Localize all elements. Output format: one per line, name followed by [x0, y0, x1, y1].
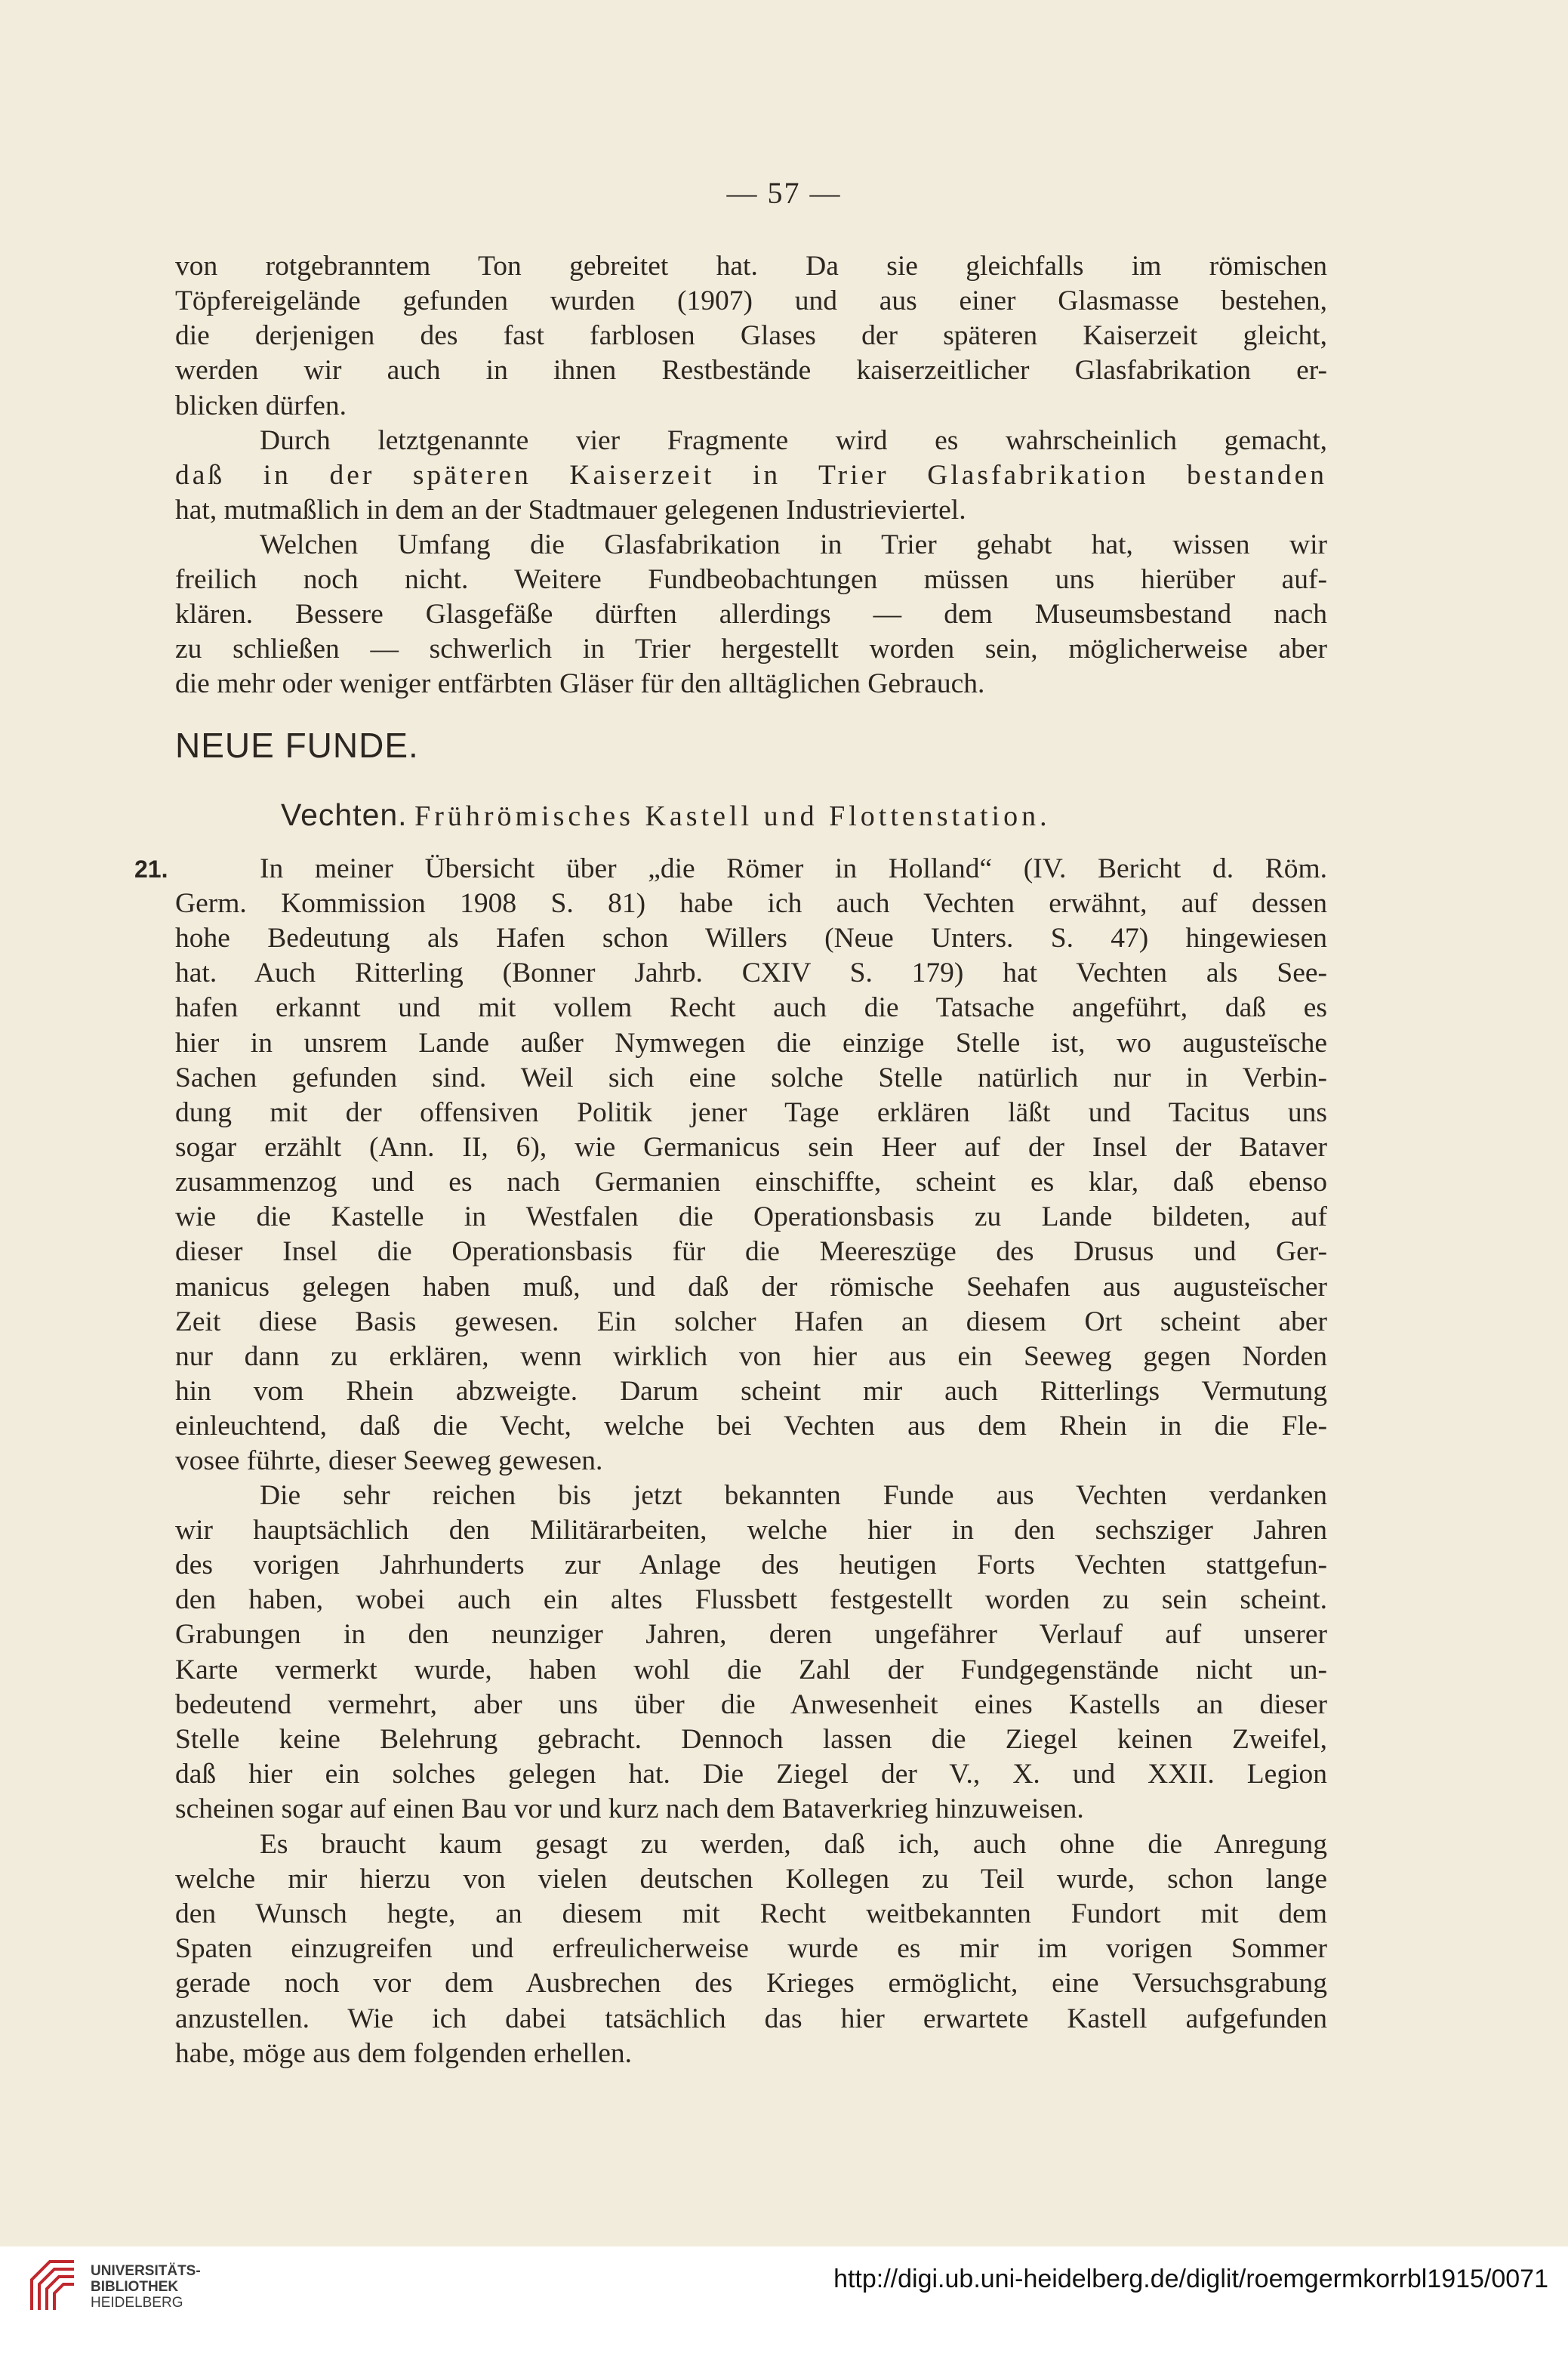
page-number: — 57 —: [726, 176, 842, 210]
section-heading: NEUE FUNDE.: [175, 726, 419, 765]
text-line: klären. Bessere Glasgefäße dürften allerdings — dem Museumsbestand nach: [175, 599, 1327, 631]
text-line: hin vom Rhein abzweigte. Darum scheint mir auch Ritterlings Vermutung: [175, 1375, 1327, 1407]
text-line: Die sehr reichen bis jetzt bekannten Funde aus Vechten verdanken: [260, 1480, 1327, 1511]
text-line: die mehr oder weniger entfärbten Gläser für den alltäglichen Gebrauch.: [175, 668, 985, 700]
text-line: Töpfereigelände gefunden wurden (1907) und aus einer Glasmasse bestehen,: [175, 285, 1327, 317]
text-line: hafen erkannt und mit vollem Recht auch die Tatsache angeführt, daß es: [175, 992, 1327, 1024]
text-line: die derjenigen des fast farblosen Glases der späteren Kaiserzeit gleicht,: [175, 320, 1327, 352]
text-line: dieser Insel die Operationsbasis für die Meereszüge des Drusus und Ger-: [175, 1236, 1327, 1268]
paragraph-fragments-cont: [175, 458, 1327, 528]
text-line: daß in der späteren Kaiserzeit in Trier Glasfabrikation bestanden: [175, 460, 1327, 491]
footer-bar: [0, 2246, 1568, 2359]
paragraph-glass-remnants: [175, 249, 1327, 424]
library-name-line: HEIDELBERG: [91, 2295, 183, 2311]
text-line: freilich noch nicht. Weitere Fundbeobachtungen müssen uns hierüber auf-: [175, 564, 1327, 595]
text-line: Grabungen in den neunziger Jahren, deren ungefährer Verlauf auf unserer: [175, 1619, 1327, 1651]
text-line: habe, möge aus dem folgenden erhellen.: [175, 2037, 632, 2069]
text-line: welche mir hierzu von vielen deutschen Kollegen zu Teil wurde, schon lange: [175, 1864, 1327, 1895]
source-url-link[interactable]: http://digi.ub.uni-heidelberg.de/diglit/roemgermkorrbl1915/0071: [833, 2265, 1548, 2293]
text-line: Germ. Kommission 1908 S. 81) habe ich auch Vechten erwähnt, auf dessen: [175, 888, 1327, 919]
subheading-title: Frührömisches Kastell und Flottenstation.: [414, 800, 1051, 832]
paragraph-excavation: [175, 1827, 1327, 1862]
text-line: gerade noch vor dem Ausbrechen des Krieges ermöglicht, eine Versuchsgrabung: [175, 1968, 1327, 2000]
text-line: Durch letztgenannte vier Fragmente wird es wahrscheinlich gemacht,: [260, 425, 1327, 456]
text-line: hat, mutmaßlich in dem an der Stadtmauer gelegenen Industrieviertel.: [175, 495, 966, 526]
paragraph-excavation-cont: [175, 1862, 1327, 2071]
text-line: hohe Bedeutung als Hafen schon Willers (Neue Unters. S. 47) hingewiesen: [175, 923, 1327, 954]
text-line: In meiner Übersicht über „die Römer in Holland“ (IV. Bericht d. Röm.: [260, 853, 1327, 884]
library-name-line: UNIVERSITÄTS-: [91, 2263, 201, 2279]
paragraph-fragments: [175, 424, 1327, 458]
text-line: Karte vermerkt wurde, haben wohl die Zahl der Fundgegenstände nicht un-: [175, 1654, 1327, 1685]
paragraph-finds-cont: [175, 1513, 1327, 1827]
paragraph-vechten-intro-cont: [175, 887, 1327, 1479]
text-line: Sachen gefunden sind. Weil sich eine solche Stelle natürlich nur in Verbin-: [175, 1062, 1327, 1093]
paragraph-scope: [175, 528, 1327, 563]
paragraph-vechten-intro: [175, 852, 1327, 887]
text-line: Welchen Umfang die Glasfabrikation in Trier gehabt hat, wissen wir: [260, 529, 1327, 560]
paragraph-finds: [175, 1479, 1327, 1513]
text-line: sogar erzählt (Ann. II, 6), wie Germanicus sein Heer auf der Insel der Bataver: [175, 1131, 1327, 1163]
library-name: [91, 2263, 201, 2311]
text-line: blicken dürfen.: [175, 390, 347, 421]
paragraph-number: 21.: [134, 856, 168, 883]
text-line: daß hier ein solches gelegen hat. Die Ziegel der V., X. und XXII. Legion: [175, 1758, 1327, 1790]
text-line: wie die Kastelle in Westfalen die Operationsbasis zu Lande bildeten, auf: [175, 1201, 1327, 1233]
text-line: bedeutend vermehrt, aber uns über die Anwesenheit eines Kastells an dieser: [175, 1688, 1327, 1720]
text-line: hat. Auch Ritterling (Bonner Jahrb. CXIV S. 179) hat Vechten als See-: [175, 957, 1327, 989]
text-line: zusammenzog und es nach Germanien einschiffte, scheint es klar, daß ebenso: [175, 1167, 1327, 1198]
text-line: hier in unsrem Lande außer Nymwegen die einzige Stelle ist, wo augusteïsche: [175, 1027, 1327, 1059]
library-logo-icon: [27, 2257, 80, 2314]
subheading: [281, 797, 1262, 833]
text-line: Spaten einzugreifen und erfreulicherweise wurde es mir im vorigen Sommer: [175, 1933, 1327, 1965]
text-line: einleuchtend, daß die Vecht, welche bei Vechten aus dem Rhein in die Fle-: [175, 1411, 1327, 1442]
text-line: den haben, wobei auch ein altes Flussbett festgestellt worden zu sein scheint.: [175, 1584, 1327, 1616]
text-line: den Wunsch hegte, an diesem mit Recht weitbekannten Fundort mit dem: [175, 1898, 1327, 1930]
text-line: anzustellen. Wie ich dabei tatsächlich das hier erwartete Kastell aufgefunden: [175, 2003, 1327, 2034]
text-line: dung mit der offensiven Politik jener Tage erklären läßt und Tacitus uns: [175, 1096, 1327, 1128]
text-line: Es braucht kaum gesagt zu werden, daß ich, auch ohne die Anregung: [260, 1829, 1327, 1860]
text-line: von rotgebranntem Ton gebreitet hat. Da sie gleichfalls im römischen: [175, 251, 1327, 282]
paragraph-scope-cont: [175, 563, 1327, 702]
subheading-place: Vechten.: [281, 797, 408, 832]
text-line: des vorigen Jahrhunderts zur Anlage des heutigen Forts Vechten stattgefun-: [175, 1550, 1327, 1581]
library-name-line: BIBLIOTHEK: [91, 2279, 179, 2295]
text-line: Stelle keine Belehrung gebracht. Dennoch lassen die Ziegel keinen Zweifel,: [175, 1723, 1327, 1755]
text-line: zu schließen — schwerlich in Trier hergestellt worden sein, möglicherweise aber: [175, 634, 1327, 665]
text-line: nur dann zu erklären, wenn wirklich von hier aus ein Seeweg gegen Norden: [175, 1340, 1327, 1372]
text-line: werden wir auch in ihnen Restbestände kaiserzeitlicher Glasfabrikation er-: [175, 355, 1327, 387]
text-line: wir hauptsächlich den Militärarbeiten, welche hier in den sechsziger Jahren: [175, 1515, 1327, 1546]
text-line: manicus gelegen haben muß, und daß der römische Seehafen aus augusteïscher: [175, 1271, 1327, 1303]
text-line: Zeit diese Basis gewesen. Ein solcher Hafen an diesem Ort scheint aber: [175, 1306, 1327, 1337]
text-line: vosee führte, dieser Seeweg gewesen.: [175, 1445, 603, 1477]
text-line: scheinen sogar auf einen Bau vor und kurz nach dem Bataverkrieg hinzuweisen.: [175, 1793, 1084, 1825]
